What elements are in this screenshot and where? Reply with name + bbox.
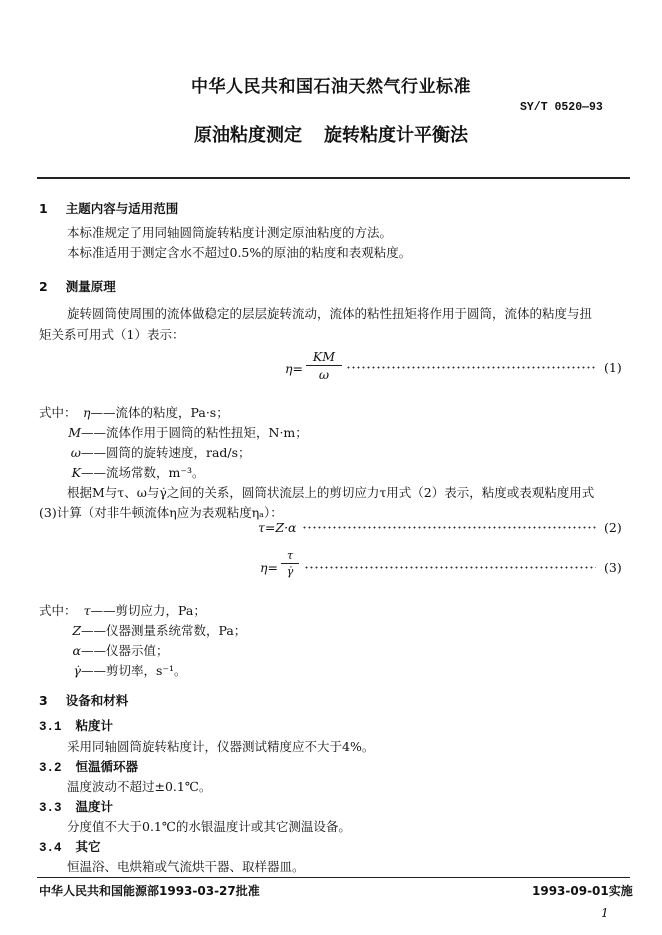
document-title-part1: 原油粘度测定 — [194, 125, 302, 146]
equation-1-numerator: KM — [312, 349, 336, 364]
variable-row — [39, 601, 206, 619]
page-number: 1 — [601, 906, 609, 920]
variable-row — [53, 641, 169, 659]
section-number: 3 — [39, 693, 48, 708]
variable-row — [53, 443, 251, 461]
subsection-title: 粘度计 — [75, 718, 114, 733]
document-title-part2: 旋转粘度计平衡法 — [324, 125, 468, 146]
section-title: 设备和材料 — [65, 693, 129, 708]
subsection-number: 3.1 — [39, 720, 62, 734]
variable-description: ——仪器测量系统常数，Pa； — [81, 623, 247, 638]
equation-2: τ=Z·α — [258, 520, 297, 535]
section-number: 2 — [39, 279, 48, 294]
section-title: 测量原理 — [65, 279, 116, 294]
subsection-3-4-heading — [39, 837, 101, 855]
approval-note: 中华人民共和国能源部1993-03-27批准 — [39, 884, 260, 898]
equation-3-lhs: η= — [260, 560, 278, 575]
variable-symbol: M — [68, 425, 81, 440]
paragraph: 根据M与τ、ω与γ̇之间的关系，圆筒状流层上的剪切应力τ用式（2）表示，粘度或表观粘度用式 — [67, 485, 595, 500]
subsection-number: 3.2 — [39, 761, 62, 775]
variable-row — [53, 661, 187, 679]
variable-row — [53, 423, 308, 441]
section-number: 1 — [39, 201, 48, 216]
section-title: 主题内容与适用范围 — [65, 201, 179, 216]
section-3-heading — [39, 691, 128, 709]
variable-symbol: Z — [72, 623, 81, 638]
variable-description: ——流体作用于圆筒的粘性扭矩，N·m； — [81, 425, 308, 440]
paragraph: 温度波动不超过±0.1℃。 — [67, 779, 212, 794]
variable-description: ——圆筒的旋转速度，rad/s； — [81, 445, 251, 460]
paragraph: 旋转圆筒使周围的流体做稳定的层层旋转流动，流体的粘性扭矩将作用于圆筒，流体的粘度与扭 — [67, 306, 593, 321]
subsection-number: 3.4 — [39, 841, 62, 855]
variable-symbol: α — [72, 643, 81, 658]
variable-prefix: 式中： — [39, 603, 77, 618]
paragraph: 本标准规定了用同轴圆筒旋转粘度计测定原油粘度的方法。 — [67, 225, 393, 240]
subsection-title: 恒温循环器 — [75, 759, 139, 774]
equation-1-label: (1) — [604, 360, 622, 375]
variable-symbol: η — [83, 405, 91, 420]
paragraph: 本标准适用于测定含水不超过0.5%的原油的粘度和表观粘度。 — [67, 245, 412, 260]
equation-1-fraction — [306, 349, 342, 382]
equation-3-label: (3) — [604, 560, 622, 575]
section-2-heading — [39, 277, 116, 295]
paragraph: (3)计算（对非牛顿流体η应为表观粘度ηₐ）： — [39, 505, 283, 520]
paragraph: 矩关系可用式（1）表示： — [39, 327, 185, 342]
variable-row — [53, 463, 204, 481]
effective-date: 1993-09-01实施 — [532, 884, 633, 898]
subsection-3-2-heading — [39, 757, 138, 775]
equation-3-fraction — [281, 549, 299, 578]
variable-description: ——剪切应力，Pa； — [90, 603, 206, 618]
equation-3-denominator: γ̇ — [286, 565, 294, 578]
subsection-3-1-heading — [39, 716, 113, 734]
header-rule — [37, 177, 630, 179]
equation-1-lhs: η= — [285, 361, 303, 376]
paragraph: 分度值不大于0.1℃的水银温度计或其它测温设备。 — [67, 819, 351, 834]
paragraph: 恒温浴、电烘箱或气流烘干器、取样器皿。 — [67, 859, 305, 874]
org-title: 中华人民共和国石油天然气行业标准 — [191, 77, 471, 97]
variable-description: ——仪器示值； — [81, 643, 169, 658]
subsection-title: 温度计 — [75, 799, 114, 814]
equation-3-leader — [304, 561, 596, 573]
variable-prefix: 式中： — [39, 405, 77, 420]
variable-row — [39, 403, 229, 421]
equation-2-leader — [302, 521, 596, 533]
equation-1-denominator: ω — [318, 367, 330, 382]
document-title — [0, 121, 662, 147]
variable-description: ——流体的粘度，Pa·s； — [90, 405, 229, 420]
variable-symbol: K — [71, 465, 81, 480]
footer-rule — [37, 877, 630, 878]
subsection-number: 3.3 — [39, 801, 62, 815]
subsection-3-3-heading — [39, 797, 113, 815]
variable-description: ——剪切率，s⁻¹。 — [81, 663, 187, 678]
equation-3-numerator: τ — [286, 549, 294, 562]
variable-symbol: τ — [83, 603, 91, 618]
variable-row — [53, 621, 246, 639]
variable-symbol: ω — [70, 445, 81, 460]
paragraph: 采用同轴圆筒旋转粘度计，仪器测试精度应不大于4%。 — [67, 739, 375, 754]
equation-1-leader — [346, 361, 596, 373]
variable-description: ——流场常数，m⁻³。 — [81, 465, 205, 480]
variable-symbol: γ̇ — [73, 663, 81, 678]
subsection-title: 其它 — [75, 839, 101, 854]
equation-2-label: (2) — [604, 520, 622, 535]
standard-number: SY/T 0520—93 — [520, 101, 603, 114]
section-1-heading — [39, 199, 178, 217]
